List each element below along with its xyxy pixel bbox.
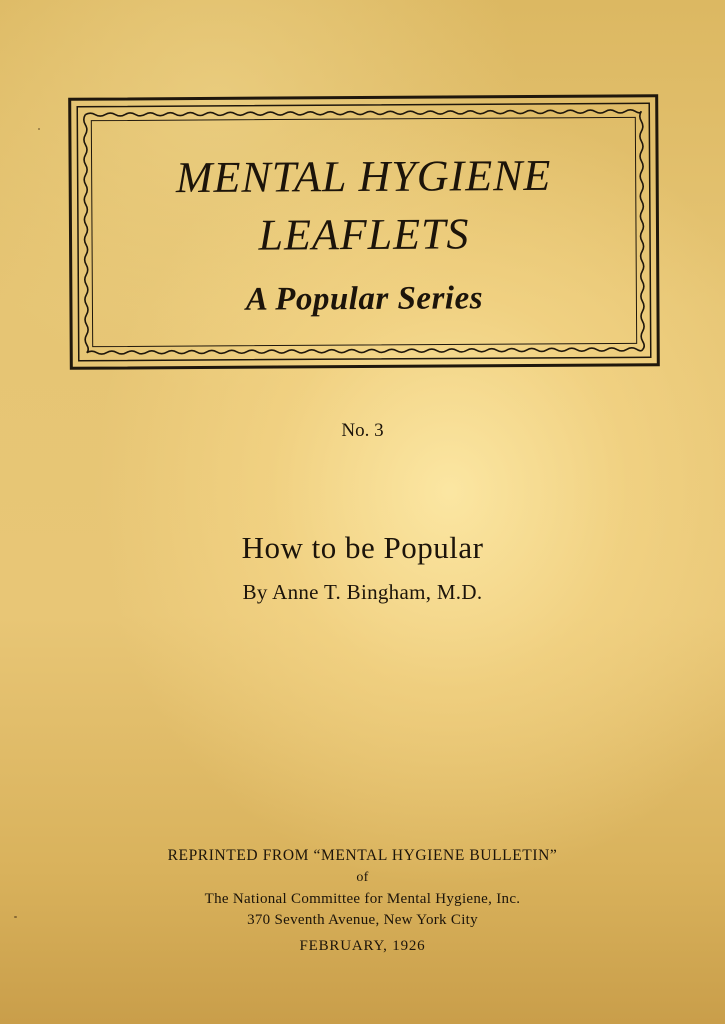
imprint-of: of xyxy=(356,870,369,885)
paper-speck xyxy=(14,916,17,918)
issue-number: No. 3 xyxy=(341,420,384,441)
paper-speck xyxy=(38,128,40,130)
article-author: By Anne T. Bingham, M.D. xyxy=(242,580,483,604)
publisher-address: 370 Seventh Avenue, New York City xyxy=(247,912,478,928)
series-subtitle: A Popular Series xyxy=(245,280,484,318)
article-title: How to be Popular xyxy=(241,530,484,565)
series-title-line1: MENTAL HYGIENE xyxy=(175,150,552,203)
title-frame xyxy=(68,94,660,370)
reprint-source: REPRINTED FROM “MENTAL HYGIENE BULLETIN” xyxy=(167,847,558,864)
publisher-name: The National Committee for Mental Hygiene, Inc. xyxy=(204,891,521,907)
series-title-line2: LEAFLETS xyxy=(258,209,470,260)
publication-date: FEBRUARY, 1926 xyxy=(299,938,426,954)
